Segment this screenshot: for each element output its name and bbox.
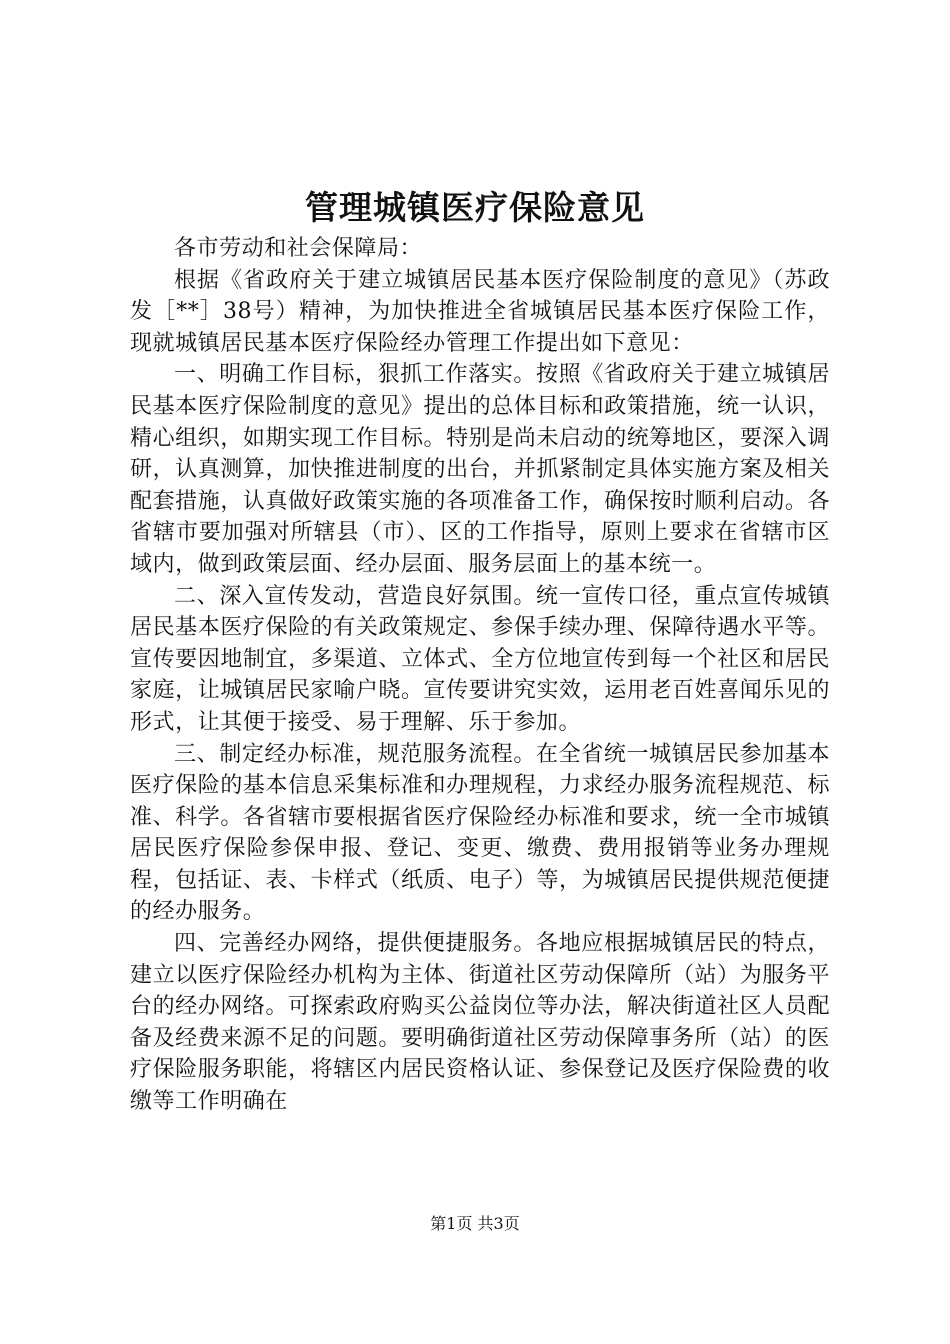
document-body — [130, 233, 830, 1118]
paragraph-section-4: 四、完善经办网络，提供便捷服务。各地应根据城镇居民的特点，建立以医疗保险经办机构为主体、街道社区劳动保障所（站）为服务平台的经办网络。可探索政府购买公益岗位等办法，解决街道社区人员配备及经费来源不足的问题。要明确街道社区劳动保障事务所（站）的医疗保险服务职能，将辖区内居民资格认证、参保登记及医疗保险费的收缴等工作明确在 — [130, 931, 830, 1115]
paragraph-section-2: 二、深入宣传发动，营造良好氛围。统一宣传口径，重点宣传城镇居民基本医疗保险的有关政策规定、参保手续办理、保障待遇水平等。宣传要因地制宜，多渠道、立体式、全方位地宣传到每一个社区和居民家庭，让城镇居民家喻户晓。宣传要讲究实效，运用老百姓喜闻乐见的形式，让其便于接受、易于理解、乐于参加。 — [130, 583, 830, 735]
page-footer: 第1页 共3页 — [430, 1214, 520, 1233]
paragraph-section-1: 一、明确工作目标，狠抓工作落实。按照《省政府关于建立城镇居民基本医疗保险制度的意见》提出的总体目标和政策措施，统一认识，精心组织，如期实现工作目标。特别是尚未启动的统筹地区，要深入调研，认真测算，加快推进制度的出台，并抓紧制定具体实施方案及相关配套措施，认真做好政策实施的各项准备工作，确保按时顺利启动。各省辖市要加强对所辖县（市）、区的工作指导，原则上要求在省辖市区域内，做到政策层面、经办层面、服务层面上的基本统一。 — [130, 362, 830, 577]
paragraph-intro: 根据《省政府关于建立城镇居民基本医疗保险制度的意见》（苏政发［**］38号）精神，为加快推进全省城镇居民基本医疗保险工作，现就城镇居民基本医疗保险经办管理工作提出如下意见： — [130, 267, 830, 356]
paragraph-section-3: 三、制定经办标准，规范服务流程。在全省统一城镇居民参加基本医疗保险的基本信息采集标准和办理规程，力求经办服务流程规范、标准、科学。各省辖市要根据省医疗保险经办标准和要求，统一全市城镇居民医疗保险参保申报、登记、变更、缴费、费用报销等业务办理规程，包括证、表、卡样式（纸质、电子）等，为城镇居民提供规范便捷的经办服务。 — [130, 741, 830, 925]
salutation: 各市劳动和社会保障局： — [174, 236, 423, 261]
document-title: 管理城镇医疗保险意见 — [305, 188, 645, 227]
